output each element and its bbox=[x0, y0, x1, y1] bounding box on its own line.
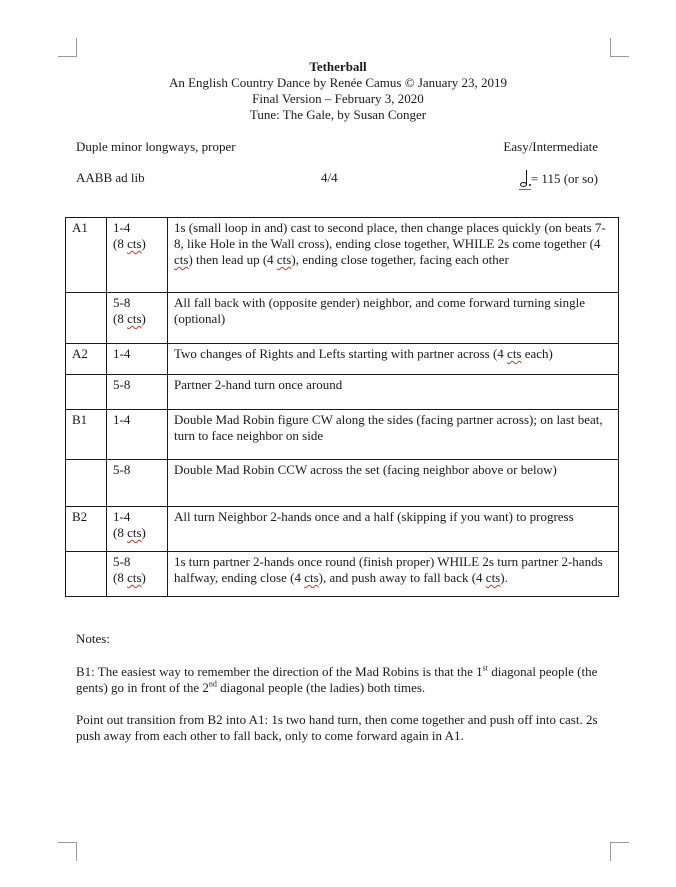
bars-cell bbox=[107, 344, 168, 375]
table-row bbox=[66, 507, 619, 552]
note-transition: Point out transition from B2 into A1: 1s two hand turn, then come together and push off into cast. 2s push away from each other to fall back, only to come forward again in A1. bbox=[76, 712, 598, 743]
bars-range: 5-8 bbox=[113, 462, 131, 477]
part-cell bbox=[66, 460, 107, 507]
bars-cell bbox=[107, 293, 168, 344]
tempo bbox=[519, 170, 598, 188]
bars-range: 1-4 bbox=[113, 346, 131, 361]
bars-counts: (8 cts) bbox=[113, 570, 146, 585]
crop-mark-bottom-right bbox=[610, 842, 629, 861]
table-row bbox=[66, 410, 619, 460]
dance-title: Tetherball bbox=[309, 59, 367, 74]
bars-range: 5-8 bbox=[113, 554, 131, 569]
dotted-half-note-icon bbox=[519, 170, 529, 188]
crop-mark-top-right bbox=[610, 38, 629, 57]
difficulty: Easy/Intermediate bbox=[503, 139, 598, 154]
meta-row-structure bbox=[76, 170, 598, 186]
part-cell: A2 bbox=[66, 344, 107, 375]
bars-cell bbox=[107, 375, 168, 410]
table-row bbox=[66, 375, 619, 410]
bars-cell bbox=[107, 218, 168, 293]
bars-range: 1-4 bbox=[113, 412, 131, 427]
formation: Duple minor longways, proper bbox=[76, 139, 236, 154]
crop-mark-bottom-left bbox=[58, 842, 77, 861]
bars-counts: (8 cts) bbox=[113, 311, 146, 326]
table-row bbox=[66, 344, 619, 375]
instruction-cell: Two changes of Rights and Lefts starting with partner across (4 cts each) bbox=[168, 344, 619, 375]
dance-instructions-table bbox=[65, 217, 619, 597]
instruction-cell: Partner 2-hand turn once around bbox=[168, 375, 619, 410]
bars-range: 5-8 bbox=[113, 295, 131, 310]
bars-range: 5-8 bbox=[113, 377, 131, 392]
tempo-value: = 115 (or so) bbox=[530, 171, 598, 186]
bars-cell bbox=[107, 507, 168, 552]
instruction-cell: 1s (small loop in and) cast to second place, then change places quickly (on beats 7-8, like Hole in the Wall cross), ending close together, WHILE 2s come together (4 cts) then lead up (4 cts), ending close together, facing each other bbox=[168, 218, 619, 293]
bars-counts: (8 cts) bbox=[113, 236, 146, 251]
document-header bbox=[0, 59, 676, 123]
part-cell bbox=[66, 293, 107, 344]
table-row bbox=[66, 552, 619, 597]
part-cell bbox=[66, 552, 107, 597]
bars-cell bbox=[107, 410, 168, 460]
bars-cell bbox=[107, 460, 168, 507]
part-cell bbox=[66, 375, 107, 410]
part-cell: A1 bbox=[66, 218, 107, 293]
bars-range: 1-4 bbox=[113, 509, 131, 524]
time-signature: 4/4 bbox=[321, 170, 338, 185]
structure: AABB ad lib bbox=[76, 170, 145, 185]
dance-subtitle: An English Country Dance by Renée Camus © January 23, 2019 bbox=[168, 75, 508, 90]
note-b1: B1: The easiest way to remember the direction of the Mad Robins is that the 1st diagonal people (the gents) go in front of the 2nd diagonal people (the ladies) both times. bbox=[76, 663, 598, 695]
crop-mark-top-left bbox=[58, 38, 77, 57]
part-cell: B1 bbox=[66, 410, 107, 460]
instruction-cell: All fall back with (opposite gender) neighbor, and come forward turning single (optional) bbox=[168, 293, 619, 344]
bars-counts: (8 cts) bbox=[113, 525, 146, 540]
meta-row-formation bbox=[76, 139, 598, 155]
table-row bbox=[66, 218, 619, 293]
part-cell: B2 bbox=[66, 507, 107, 552]
instruction-cell: Double Mad Robin CCW across the set (facing neighbor above or below) bbox=[168, 460, 619, 507]
bars-cell bbox=[107, 552, 168, 597]
table-row bbox=[66, 293, 619, 344]
notes-heading: Notes: bbox=[76, 631, 110, 646]
instruction-cell: 1s turn partner 2-hands once round (finish proper) WHILE 2s turn partner 2-hands halfway, ending close (4 cts), and push away to fall back (4 cts). bbox=[168, 552, 619, 597]
version-line: Final Version – February 3, 2020 bbox=[252, 91, 424, 106]
table-row bbox=[66, 460, 619, 507]
instruction-cell: All turn Neighbor 2-hands once and a half (skipping if you want) to progress bbox=[168, 507, 619, 552]
instruction-cell: Double Mad Robin figure CW along the sides (facing partner across); on last beat, turn to face neighbor on side bbox=[168, 410, 619, 460]
bars-range: 1-4 bbox=[113, 220, 131, 235]
tune-line: Tune: The Gale, by Susan Conger bbox=[249, 107, 427, 122]
